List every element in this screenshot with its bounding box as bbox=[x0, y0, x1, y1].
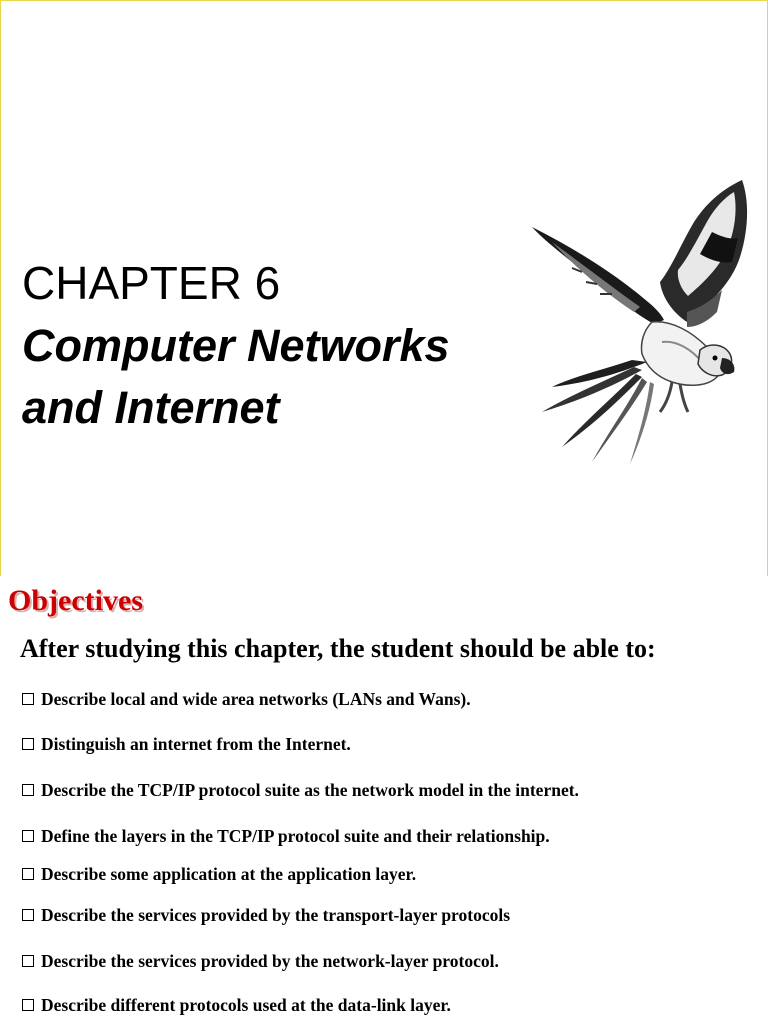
objective-text: Define the layers in the TCP/IP protocol suite and their relationship. bbox=[41, 826, 550, 846]
objectives-slide bbox=[0, 576, 768, 1024]
checkbox-square-icon bbox=[22, 784, 34, 796]
list-item bbox=[22, 780, 579, 801]
objectives-intro: After studying this chapter, the student should be able to: bbox=[20, 634, 656, 663]
objective-text: Describe the services provided by the transport-layer protocols bbox=[41, 905, 511, 925]
parrot-illustration bbox=[512, 172, 762, 472]
list-item bbox=[22, 905, 510, 926]
objective-text: Describe some application at the application layer. bbox=[41, 864, 417, 884]
list-item bbox=[22, 734, 351, 755]
checkbox-square-icon bbox=[22, 955, 34, 967]
objectives-heading: Objectives bbox=[8, 584, 143, 617]
list-item bbox=[22, 864, 416, 885]
chapter-number: CHAPTER 6 bbox=[22, 257, 281, 309]
chapter-title-line-2: and Internet bbox=[22, 382, 280, 433]
objective-text: Describe different protocols used at the data-link layer. bbox=[41, 995, 451, 1015]
list-item bbox=[22, 826, 550, 847]
checkbox-square-icon bbox=[22, 868, 34, 880]
checkbox-square-icon bbox=[22, 830, 34, 842]
checkbox-square-icon bbox=[22, 909, 34, 921]
chapter-title-line-1: Computer Networks bbox=[22, 320, 450, 371]
list-item bbox=[22, 995, 451, 1016]
objective-text: Describe the TCP/IP protocol suite as the network model in the internet. bbox=[41, 780, 579, 800]
checkbox-square-icon bbox=[22, 693, 34, 705]
objective-text: Distinguish an internet from the Internet. bbox=[41, 734, 351, 754]
list-item bbox=[22, 951, 499, 972]
checkbox-square-icon bbox=[22, 738, 34, 750]
objective-text: Describe the services provided by the network-layer protocol. bbox=[41, 951, 499, 971]
checkbox-square-icon bbox=[22, 999, 34, 1011]
objective-text: Describe local and wide area networks (LANs and Wans). bbox=[41, 689, 471, 709]
list-item bbox=[22, 689, 471, 710]
chapter-title-block bbox=[22, 252, 450, 439]
